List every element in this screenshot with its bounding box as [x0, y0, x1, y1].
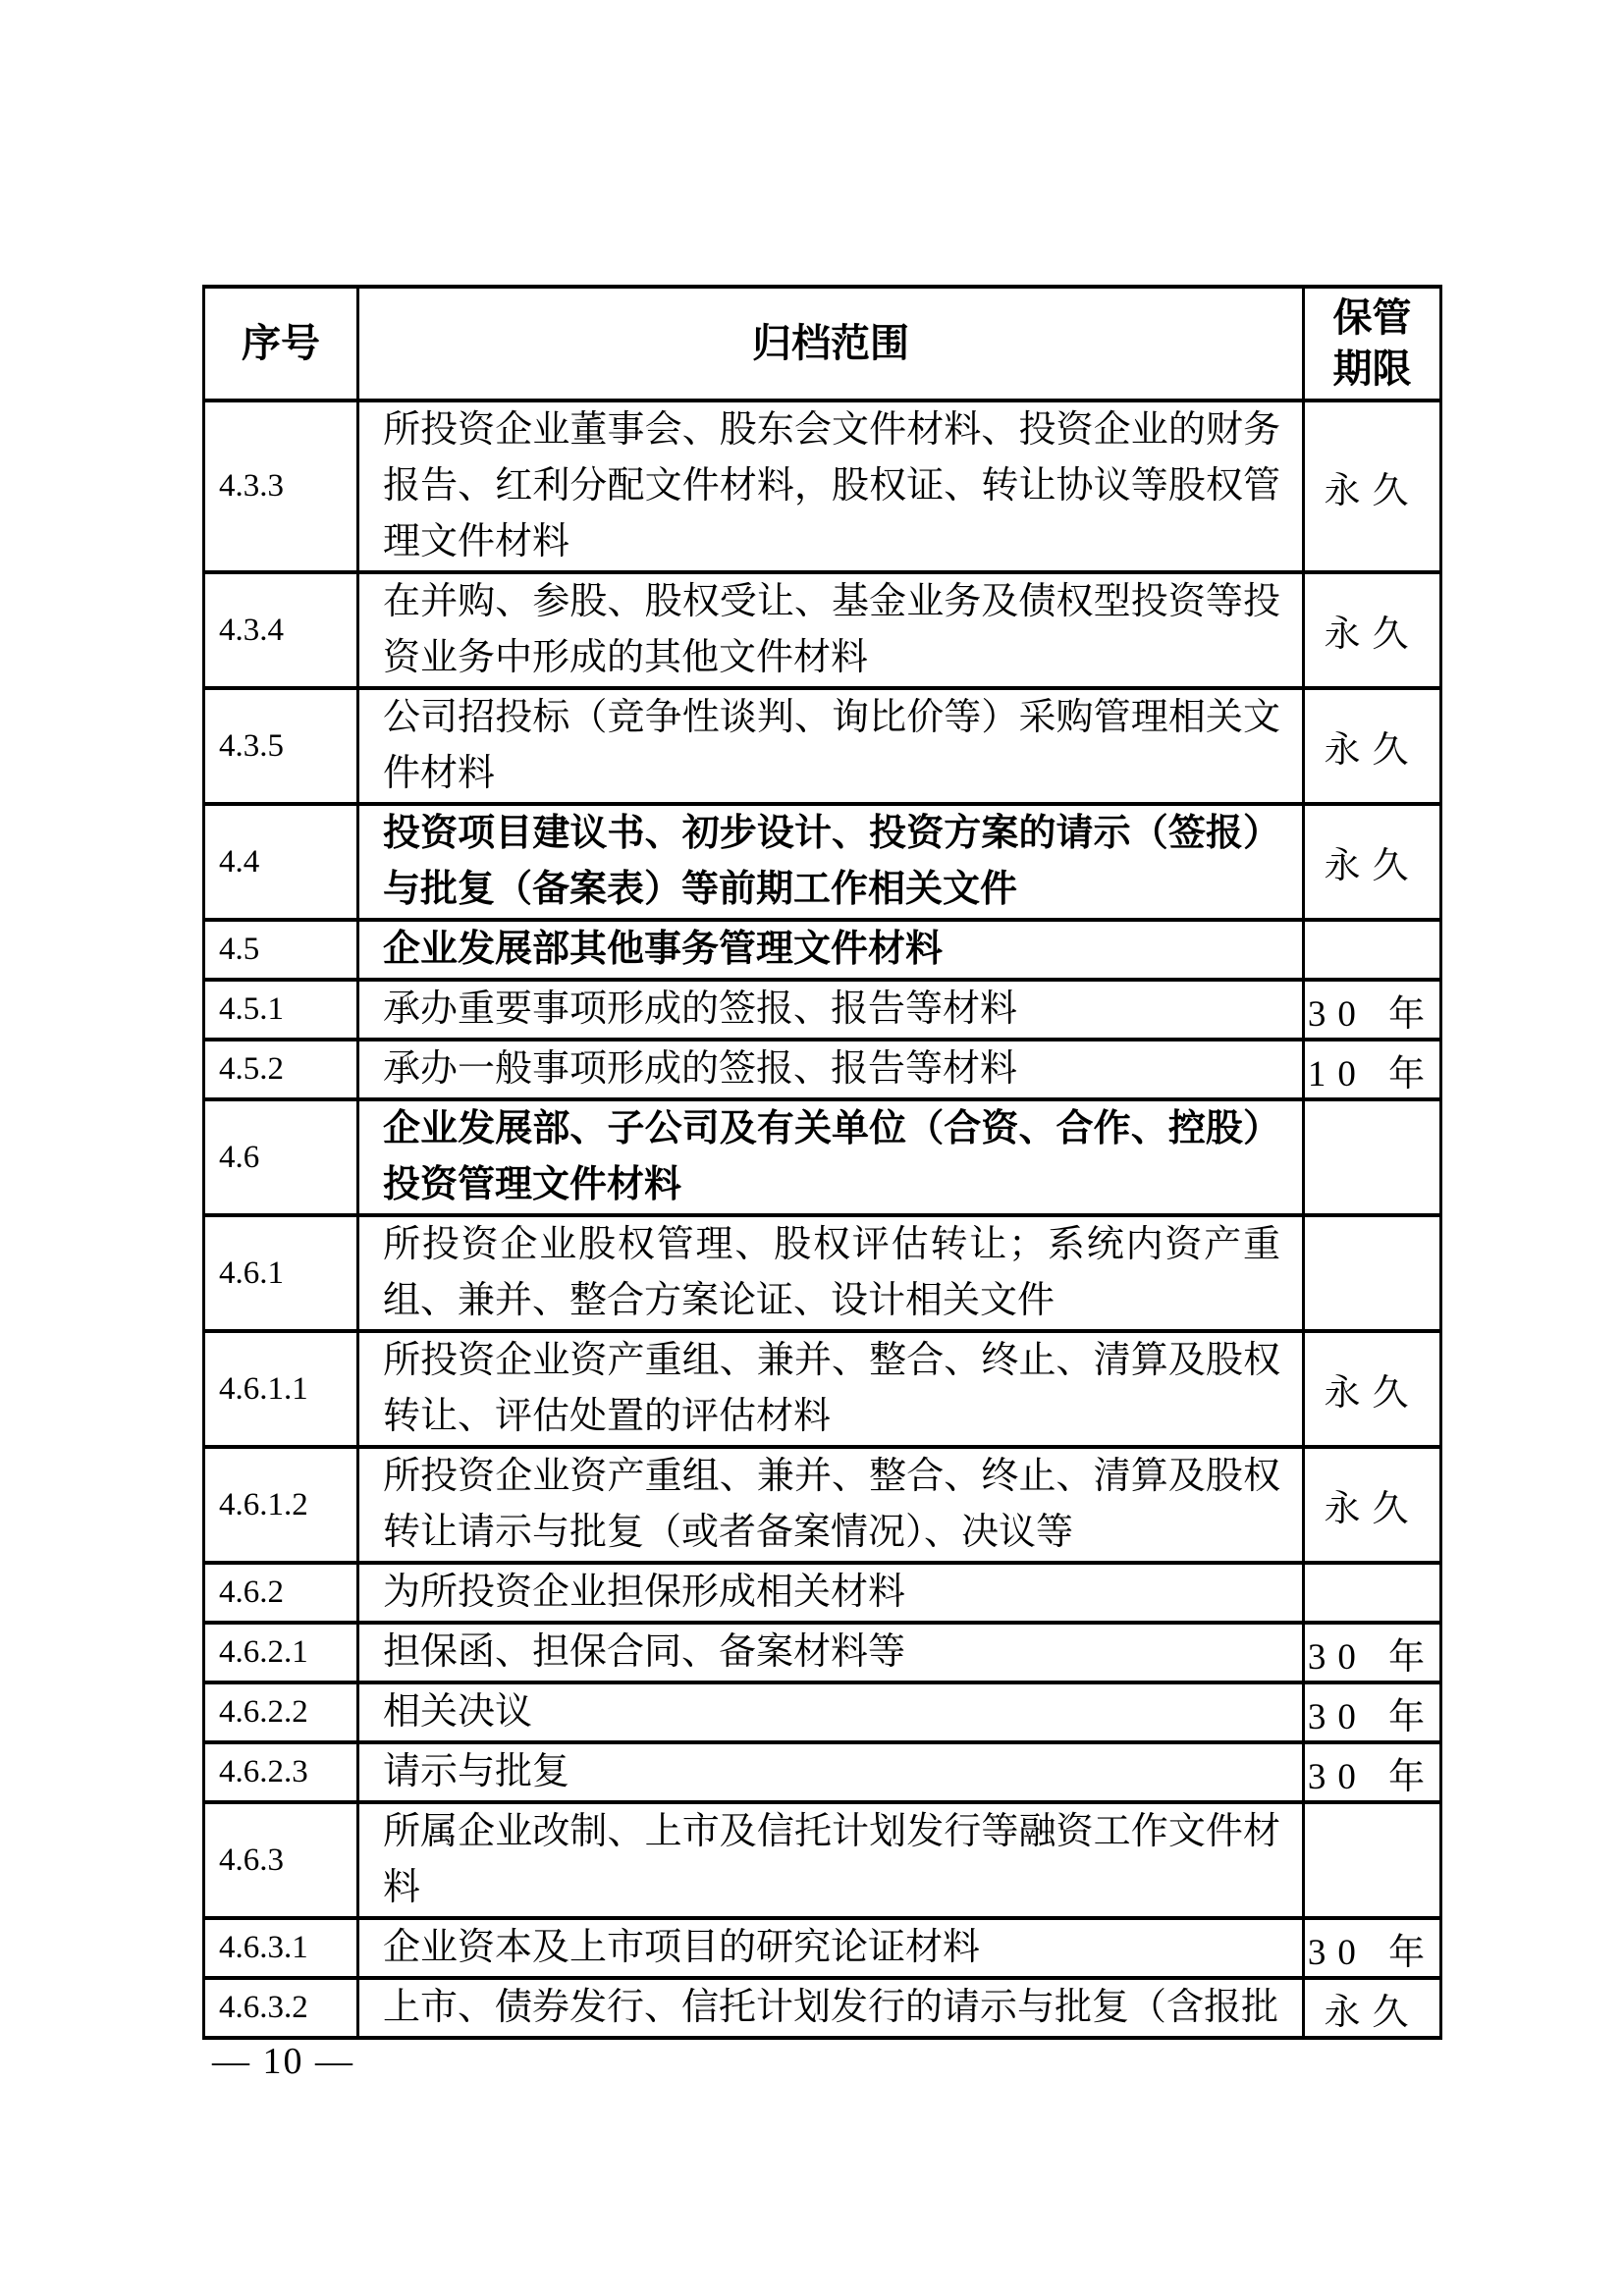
- row-scope-cell: 为所投资企业担保形成相关材料: [358, 1563, 1304, 1623]
- row-id-cell: 4.5: [204, 920, 358, 980]
- table-row: [204, 1215, 1441, 1331]
- row-retention-cell: 10 年: [1304, 1040, 1441, 1099]
- table-row: [204, 1682, 1441, 1742]
- table-header-row: [204, 287, 1441, 400]
- row-id-cell: 4.6.2.2: [204, 1682, 358, 1742]
- row-retention-cell: 永久: [1304, 1447, 1441, 1563]
- row-id-cell: 4.6.1.1: [204, 1331, 358, 1447]
- table-row: [204, 688, 1441, 804]
- row-id-cell: 4.6.3.1: [204, 1918, 358, 1978]
- table-row: [204, 572, 1441, 688]
- table-row: [204, 980, 1441, 1040]
- table-row: [204, 920, 1441, 980]
- table-row: [204, 1040, 1441, 1099]
- page-number: — 10 —: [212, 2041, 354, 2082]
- row-id-cell: 4.3.3: [204, 400, 358, 572]
- row-scope-cell: 承办一般事项形成的签报、报告等材料: [358, 1040, 1304, 1099]
- row-retention-cell: 永久: [1304, 688, 1441, 804]
- row-id-cell: 4.6.2.3: [204, 1742, 358, 1802]
- table-row: [204, 1623, 1441, 1682]
- row-scope-cell: 企业资本及上市项目的研究论证材料: [358, 1918, 1304, 1978]
- row-retention-cell: [1304, 1802, 1441, 1918]
- table-row: [204, 400, 1441, 572]
- row-scope-cell: 企业发展部其他事务管理文件材料: [358, 920, 1304, 980]
- row-scope-cell: 所投资企业资产重组、兼并、整合、终止、清算及股权转让请示与批复（或者备案情况）、决议等: [358, 1447, 1304, 1563]
- row-scope-cell: 所投资企业董事会、股东会文件材料、投资企业的财务报告、红利分配文件材料，股权证、转让协议等股权管理文件材料: [358, 400, 1304, 572]
- row-scope-cell: 上市、债券发行、信托计划发行的请示与批复（含报批: [358, 1978, 1304, 2038]
- row-retention-cell: 30 年: [1304, 1918, 1441, 1978]
- header-scope: 归档范围: [358, 287, 1304, 400]
- row-id-cell: 4.6: [204, 1099, 358, 1215]
- row-scope-cell: 投资项目建议书、初步设计、投资方案的请示（签报）与批复（备案表）等前期工作相关文件: [358, 804, 1304, 920]
- table-row: [204, 1978, 1441, 2038]
- row-scope-cell: 公司招投标（竞争性谈判、询比价等）采购管理相关文件材料: [358, 688, 1304, 804]
- row-retention-cell: 永久: [1304, 1978, 1441, 2038]
- row-id-cell: 4.6.1: [204, 1215, 358, 1331]
- row-scope-cell: 请示与批复: [358, 1742, 1304, 1802]
- row-scope-cell: 所属企业改制、上市及信托计划发行等融资工作文件材料: [358, 1802, 1304, 1918]
- row-retention-cell: 永久: [1304, 804, 1441, 920]
- archive-scope-table: [202, 285, 1442, 2040]
- row-retention-cell: 30 年: [1304, 1623, 1441, 1682]
- table-row: [204, 1447, 1441, 1563]
- row-id-cell: 4.5.2: [204, 1040, 358, 1099]
- table-row: [204, 804, 1441, 920]
- table-row: [204, 1331, 1441, 1447]
- row-id-cell: 4.6.1.2: [204, 1447, 358, 1563]
- row-scope-cell: 所投资企业股权管理、股权评估转让；系统内资产重组、兼并、整合方案论证、设计相关文件: [358, 1215, 1304, 1331]
- row-id-cell: 4.6.3.2: [204, 1978, 358, 2038]
- row-retention-cell: 30 年: [1304, 1682, 1441, 1742]
- row-scope-cell: 担保函、担保合同、备案材料等: [358, 1623, 1304, 1682]
- row-id-cell: 4.5.1: [204, 980, 358, 1040]
- row-retention-cell: 30 年: [1304, 1742, 1441, 1802]
- row-id-cell: 4.6.2.1: [204, 1623, 358, 1682]
- table-row: [204, 1918, 1441, 1978]
- row-retention-cell: 30 年: [1304, 980, 1441, 1040]
- row-scope-cell: 承办重要事项形成的签报、报告等材料: [358, 980, 1304, 1040]
- table-row: [204, 1802, 1441, 1918]
- row-id-cell: 4.4: [204, 804, 358, 920]
- row-scope-cell: 所投资企业资产重组、兼并、整合、终止、清算及股权转让、评估处置的评估材料: [358, 1331, 1304, 1447]
- row-scope-cell: 相关决议: [358, 1682, 1304, 1742]
- row-id-cell: 4.6.2: [204, 1563, 358, 1623]
- table-row: [204, 1742, 1441, 1802]
- table-row: [204, 1099, 1441, 1215]
- row-retention-cell: 永久: [1304, 400, 1441, 572]
- row-retention-cell: [1304, 920, 1441, 980]
- row-scope-cell: 企业发展部、子公司及有关单位（合资、合作、控股）投资管理文件材料: [358, 1099, 1304, 1215]
- row-retention-cell: 永久: [1304, 1331, 1441, 1447]
- row-retention-cell: [1304, 1099, 1441, 1215]
- row-retention-cell: [1304, 1563, 1441, 1623]
- row-retention-cell: 永久: [1304, 572, 1441, 688]
- table-row: [204, 1563, 1441, 1623]
- row-retention-cell: [1304, 1215, 1441, 1331]
- row-id-cell: 4.3.4: [204, 572, 358, 688]
- row-id-cell: 4.6.3: [204, 1802, 358, 1918]
- row-id-cell: 4.3.5: [204, 688, 358, 804]
- header-index: 序号: [204, 287, 358, 400]
- row-scope-cell: 在并购、参股、股权受让、基金业务及债权型投资等投资业务中形成的其他文件材料: [358, 572, 1304, 688]
- header-retention: 保管期限: [1304, 287, 1441, 400]
